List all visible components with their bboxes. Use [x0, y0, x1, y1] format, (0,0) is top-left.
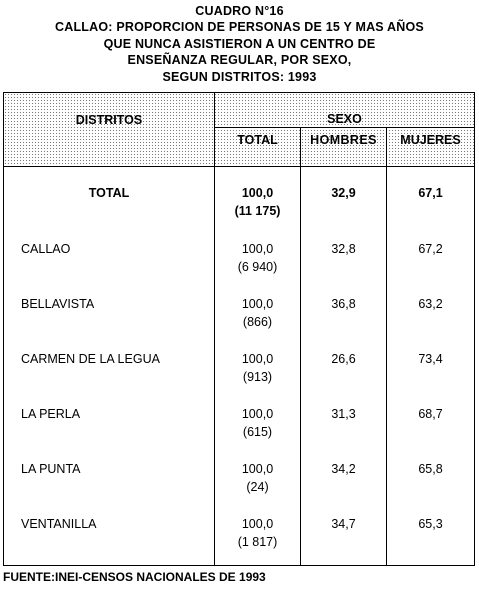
row-hombres: 31,3: [331, 407, 356, 421]
row-hombres: 32,9: [331, 186, 356, 200]
row-total: 100,0: [241, 352, 274, 366]
header-total: TOTAL: [237, 133, 278, 147]
table-title: [0, 3, 479, 85]
row-name: LA PUNTA: [21, 462, 81, 476]
data-table: [3, 92, 475, 566]
row-count: (6 940): [237, 260, 278, 274]
row-count: (24): [246, 480, 269, 494]
title-line-3: QUE NUNCA ASISTIERON A UN CENTRO DE: [103, 36, 376, 51]
row-mujeres: 73,4: [418, 352, 443, 366]
row-hombres: 32,8: [331, 242, 356, 256]
row-count: (913): [242, 370, 273, 384]
row-mujeres: 63,2: [418, 297, 443, 311]
row-total: 100,0: [241, 186, 274, 200]
row-total: 100,0: [241, 242, 274, 256]
row-name: TOTAL: [88, 186, 130, 200]
row-name: BELLAVISTA: [21, 297, 95, 311]
row-total: 100,0: [241, 297, 274, 311]
row-count: (11 175): [234, 204, 281, 218]
source-footnote: FUENTE:INEI-CENSOS NACIONALES DE 1993: [3, 570, 266, 584]
row-mujeres: 65,8: [418, 462, 443, 476]
row-count: (615): [242, 425, 273, 439]
header-distritos: DISTRITOS: [75, 113, 143, 127]
row-hombres: 36,8: [331, 297, 356, 311]
row-mujeres: 68,7: [418, 407, 443, 421]
row-total: 100,0: [241, 517, 274, 531]
title-line-4: ENSEÑANZA REGULAR, POR SEXO,: [127, 53, 352, 68]
sexo-divider: [215, 127, 474, 128]
row-name: CARMEN DE LA LEGUA: [21, 352, 160, 366]
row-mujeres: 67,2: [418, 242, 443, 256]
title-line-5: SEGUN DISTRITOS: 1993: [162, 69, 317, 84]
header-hombres: HOMBRES: [310, 133, 377, 147]
row-total: 100,0: [241, 462, 274, 476]
header-sexo: SEXO: [327, 112, 362, 126]
row-hombres: 34,7: [331, 517, 356, 531]
row-total: 100,0: [241, 407, 274, 421]
row-name: CALLAO: [21, 242, 71, 256]
row-name: VENTANILLA: [21, 517, 97, 531]
header-mujeres: MUJERES: [400, 133, 461, 147]
row-mujeres: 67,1: [418, 186, 443, 200]
title-line-1: CUADRO N°16: [195, 4, 284, 18]
row-mujeres: 65,3: [418, 517, 443, 531]
table-header: [4, 93, 474, 167]
row-hombres: 34,2: [331, 462, 356, 476]
row-count: (1 817): [237, 535, 278, 549]
row-name: LA PERLA: [21, 407, 81, 421]
col-line-1: [214, 93, 215, 565]
row-count: (866): [242, 315, 273, 329]
title-line-2: CALLAO: PROPORCION DE PERSONAS DE 15 Y MAS AÑOS: [55, 20, 424, 35]
row-hombres: 26,6: [331, 352, 356, 366]
